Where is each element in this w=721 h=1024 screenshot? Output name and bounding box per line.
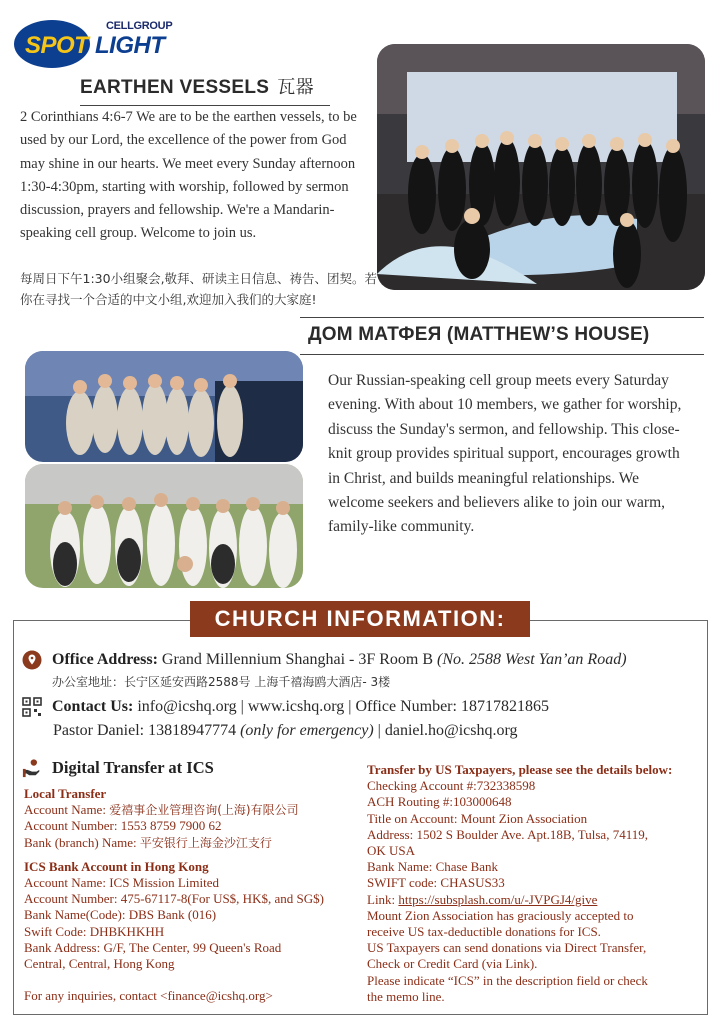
hk-bank-address-line1: Bank Address: G/F, The Center, 99 Queen's Road [24, 939, 282, 955]
qr-code-icon [22, 697, 42, 717]
earthen-vessels-group-photo [377, 44, 705, 290]
us-note-line4: Check or Credit Card (via Link). [367, 956, 538, 972]
us-note-line1: Mount Zion Association has graciously accepted to [367, 907, 634, 923]
office-address-value: Grand Millennium Shanghai - 3F Room B [157, 651, 438, 668]
earthen-vessels-heading [80, 73, 330, 106]
us-checking-account: Checking Account #:732338598 [367, 778, 536, 794]
earthen-vessels-title: EARTHEN VESSELS [80, 77, 270, 98]
us-swift-code: SWIFT code: CHASUS33 [367, 875, 505, 891]
pastor-phone: Pastor Daniel: 13818947774 [53, 722, 241, 739]
us-taxpayer-transfer-details [367, 762, 702, 1005]
local-bank-name: 平安银行上海金沙江支行 [139, 835, 272, 850]
hk-account-heading: ICS Bank Account in Hong Kong [24, 858, 209, 874]
contact-label: Contact Us: [52, 698, 134, 715]
office-address-label: Office Address: [52, 651, 158, 668]
hk-bank-address-line2: Central, Central, Hong Kong [24, 956, 175, 972]
digital-transfer-row [22, 758, 214, 778]
us-bank-name: Bank Name: Chase Bank [367, 859, 499, 875]
matthews-house-description: Our Russian-speaking cell group meets every Saturday evening. With about 10 members, we gather for worship, discuss the Sunday's sermon, and fellowship. This close-knit group provides spiritual support, encourages growth in Christ, and builds meaningful relationships. We welcome seekers and believers alike to join our warm, family-like community. [328, 372, 682, 536]
contact-row [22, 697, 549, 717]
hand-coin-icon [22, 758, 42, 778]
logo-cellgroup-text: CELLGROUP [106, 20, 173, 32]
local-account-number-label: Account Number: [24, 818, 121, 834]
hk-swift-code: Swift Code: DHBKHKHH [24, 923, 165, 939]
us-ach-routing: ACH Routing #:103000648 [367, 794, 512, 810]
us-note-line5: Please indicate “ICS” in the description field or check [367, 972, 648, 988]
matthews-house-heading: ДОМ МАТФЕЯ (MATTHEW’S HOUSE) [300, 317, 704, 355]
contact-value[interactable]: info@icshq.org | www.icshq.org | Office Number: 18717821865 [133, 698, 549, 715]
pastor-email[interactable]: | daniel.ho@icshq.org [373, 722, 518, 739]
local-and-hk-transfer-details [24, 786, 354, 1004]
matthews-house-outdoor-photo [25, 464, 303, 588]
office-address-road: (No. 2588 West Yan’an Road) [437, 651, 627, 668]
us-account-title: Title on Account: Mount Zion Association [367, 810, 588, 826]
local-account-name: 爱禧事企业管理咨询(上海)有限公司 [109, 803, 299, 818]
earthen-vessels-description: 2 Corinthians 4:6-7 We are to be the earthen vessels, to be used by our Lord, the excellence of the power from God may shine in our hearts. We meet every Sunday afternoon 1:30-4:30pm, starting with worship, followed by sermon discussion, prayers and fellowship. We're a Mandarin-speaking cell group. Welcome to join us. [20, 109, 357, 242]
local-account-name-label: Account Name: [24, 802, 110, 818]
logo-light-text: LIGHT [95, 32, 165, 59]
local-account-number: 1553 8759 7900 62 [120, 818, 222, 834]
us-address-line1: Address: 1502 S Boulder Ave. Apt.18B, Tulsa, 74119, [367, 826, 648, 842]
hk-account-name: Account Name: ICS Mission Limited [24, 875, 219, 891]
us-transfer-heading: Transfer by US Taxpayers, please see the details below: [367, 762, 673, 777]
earthen-vessels-description-zh: 每周日下午1:30小组聚会,敬拜、研读主日信息、祷告、团契。若你在寻找一个合适的中文小组,欢迎加入我们的大家庭! [20, 271, 378, 307]
church-info-banner: CHURCH INFORMATION: [190, 601, 530, 637]
office-address-zh: 办公室地址：长宁区延安西路2588号 上海千禧海鸥大酒店- 3楼 [52, 675, 391, 689]
office-address-row [22, 650, 627, 670]
matthews-house-evening-photo [25, 351, 303, 462]
cellgroup-spotlight-logo [14, 18, 173, 70]
us-note-line6: the memo line. [367, 988, 445, 1004]
hk-bank-name: Bank Name(Code): DBS Bank (016) [24, 907, 217, 923]
us-link-label: Link: [367, 891, 399, 907]
pastor-note: (only for emergency) [240, 722, 374, 739]
finance-inquiry-text: For any inquiries, contact <finance@icshq.org> [24, 988, 273, 1004]
us-note-line3: US Taxpayers can send donations via Direct Transfer, [367, 940, 647, 956]
us-note-line2: receive US tax-deductible donations for ICS. [367, 924, 601, 940]
local-transfer-heading: Local Transfer [24, 786, 107, 801]
logo-spot-text: SPOT [25, 32, 89, 59]
hk-account-number: Account Number: 475-67117-8(For US$, HK$, and SG$) [24, 891, 324, 907]
local-bank-label: Bank (branch) Name: [24, 834, 140, 850]
earthen-vessels-title-zh: 瓦器 [277, 77, 314, 98]
location-pin-icon [22, 650, 42, 670]
pastor-contact [53, 722, 518, 740]
digital-transfer-title: Digital Transfer at ICS [52, 758, 214, 777]
us-address-line2: OK USA [367, 843, 416, 859]
subsplash-give-link[interactable]: https://subsplash.com/u/-JVPGJ4/give [398, 891, 598, 907]
